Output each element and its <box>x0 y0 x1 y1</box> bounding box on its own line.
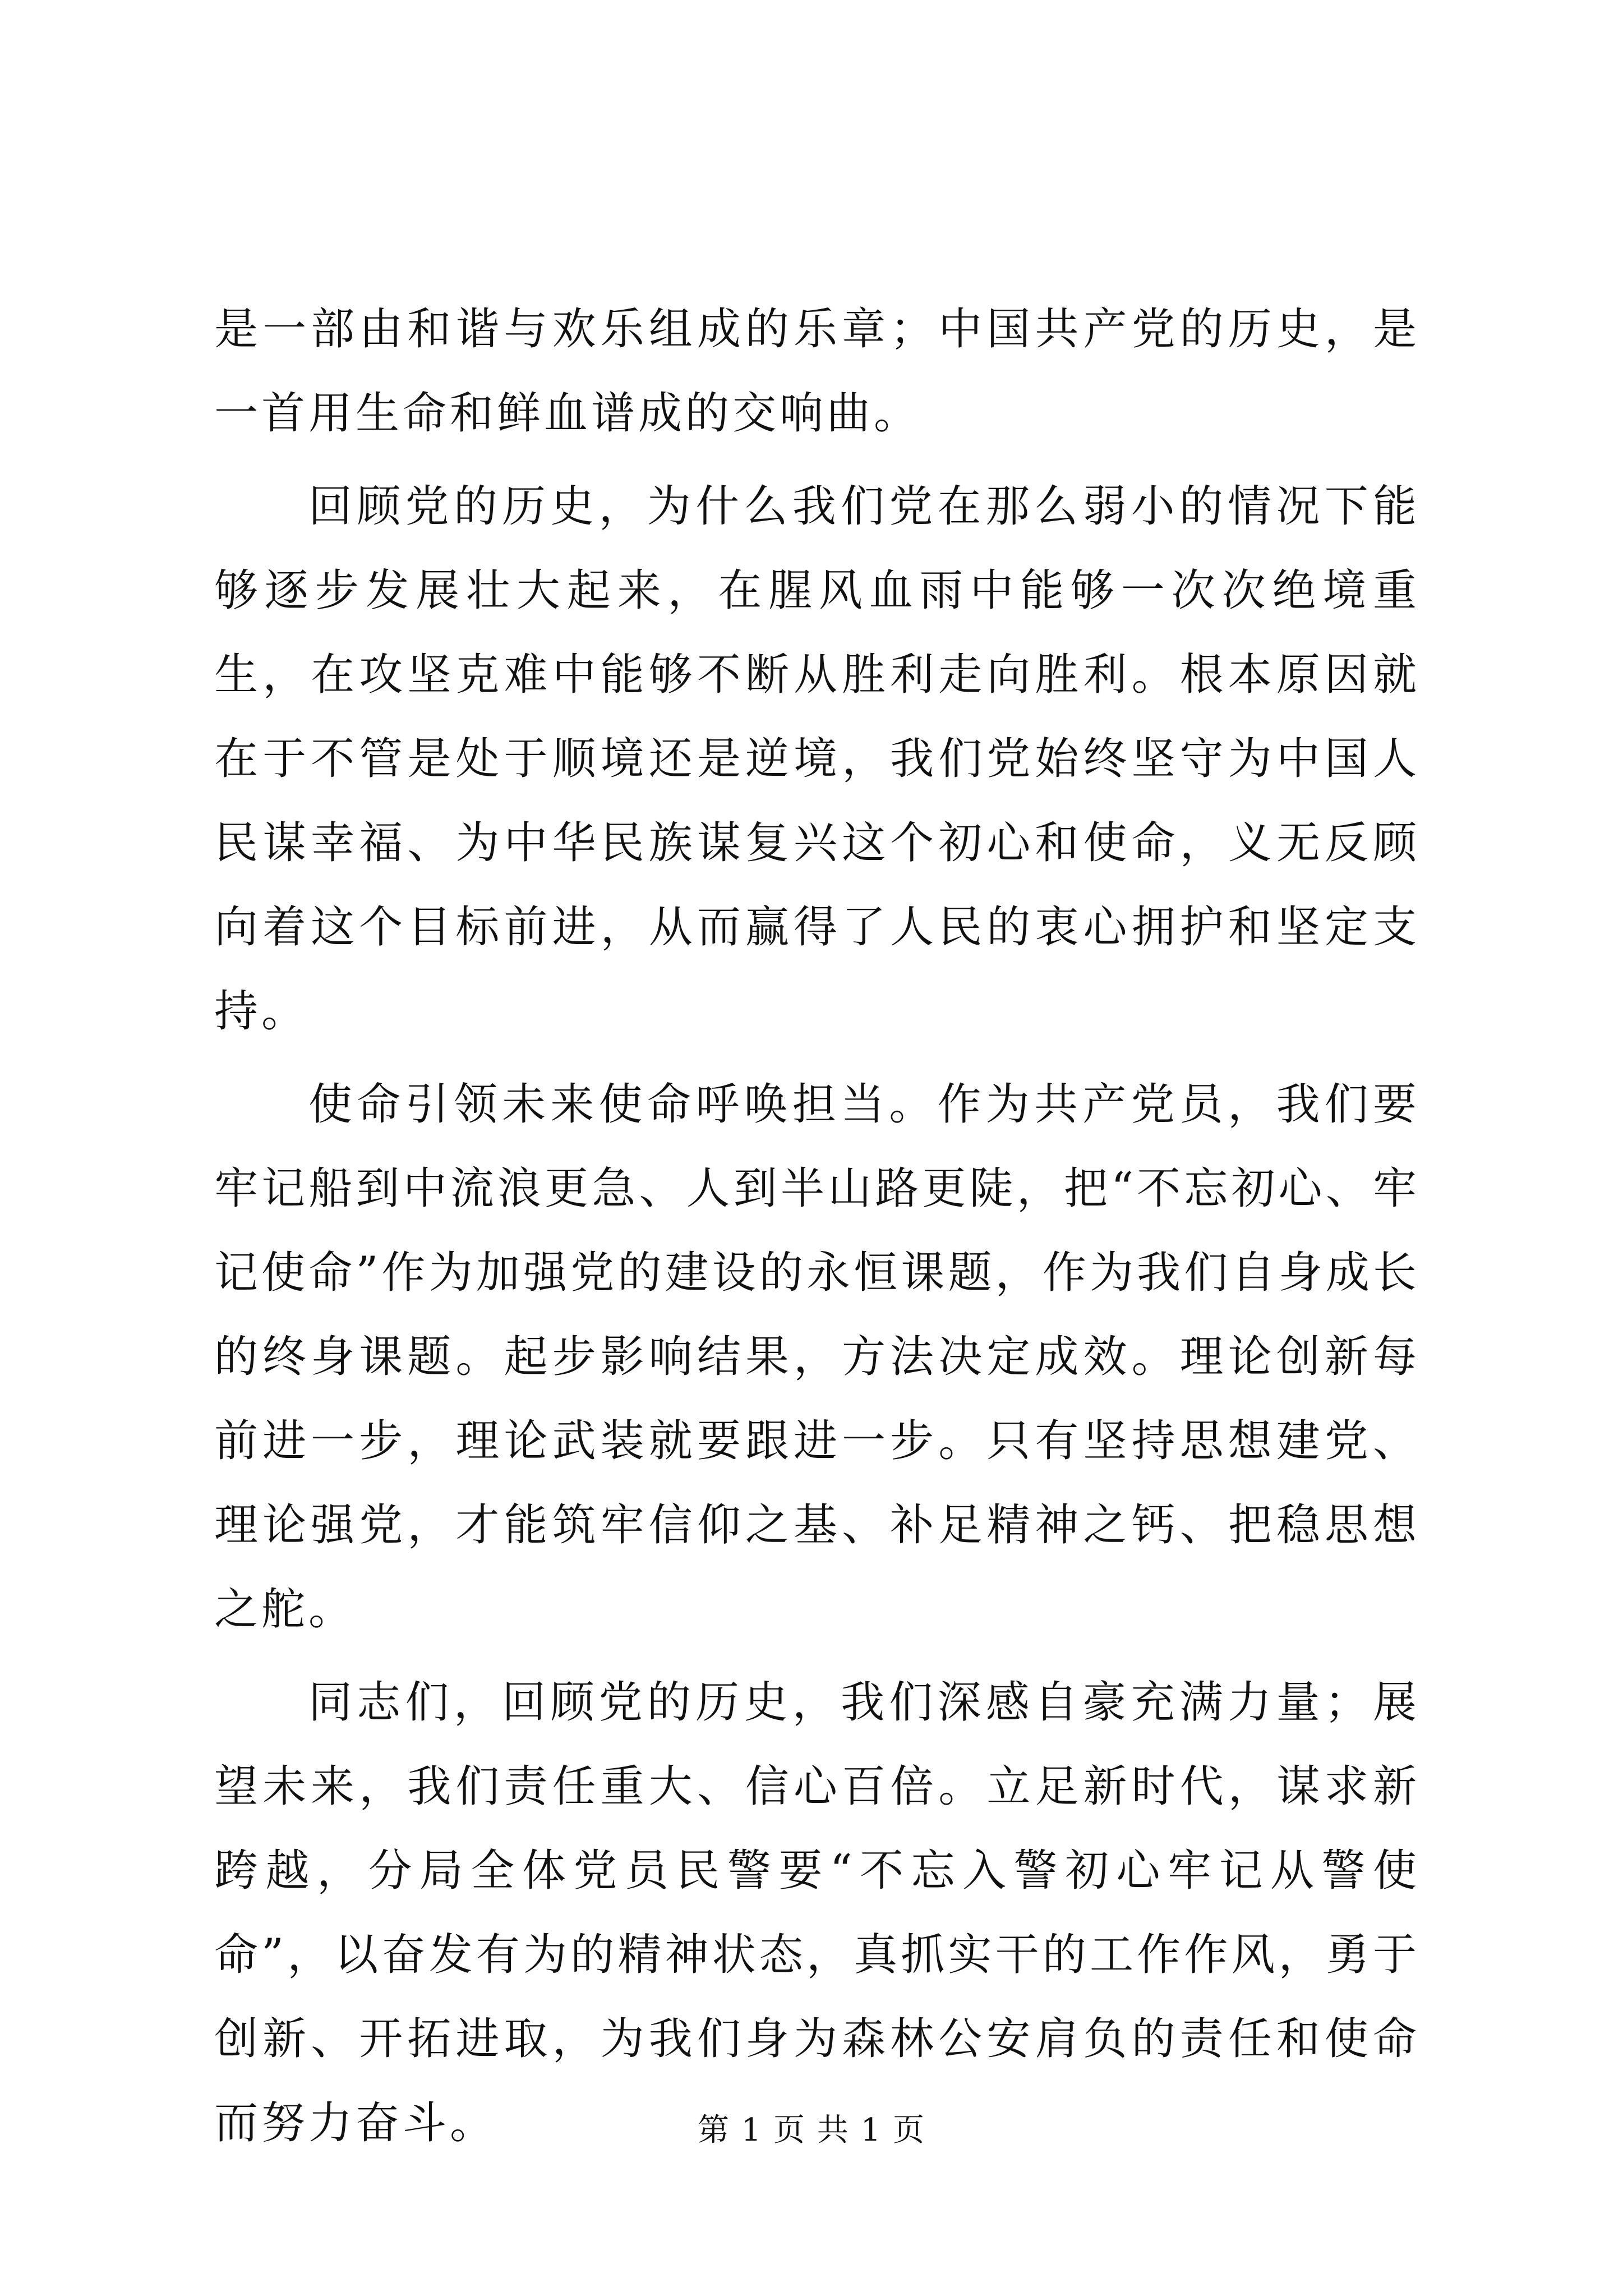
page-number-footer: 第 1 页 共 1 页 <box>697 2112 926 2148</box>
paragraph-closing: 同志们，回顾党的历史，我们深感自豪充满力量；展望未来，我们责任重大、信心百倍。立足新时代，谋求新跨越，分局全体党员民警要“不忘入警初心牢记从警使命”，以奋发有为的精神状态，真抓实干的工作作风，勇于创新、开拓进取，为我们身为森林公安肩负的责任和使命而努力奋斗。 <box>214 1677 1420 2148</box>
paragraph-party-history: 回顾党的历史，为什么我们党在那么弱小的情况下能够逐步发展壮大起来，在腥风血雨中能够一次次绝境重生，在攻坚克难中能够不断从胜利走向胜利。根本原因就在于不管是处于顺境还是逆境，我们党始终坚守为中国人民谋幸福、为中华民族谋复兴这个初心和使命，义无反顾向着这个目标前进，从而赢得了人民的衷心拥护和坚定支持。 <box>214 481 1420 1037</box>
paragraph-continuation: 是一部由和谐与欢乐组成的乐章；中国共产党的历史，是一首用生命和鲜血谱成的交响曲。 <box>214 304 1420 439</box>
document-body <box>214 287 1420 2165</box>
paragraph-mission: 使命引领未来使命呼唤担当。作为共产党员，我们要牢记船到中流浪更急、人到半山路更陡，把“不忘初心、牢记使命”作为加强党的建设的永恒课题，作为我们自身成长的终身课题。起步影响结果，方法决定成效。理论创新每前进一步，理论武装就要跟进一步。只有坚持思想建党、理论强党，才能筑牢信仰之基、补足精神之钙、把稳思想之舵。 <box>214 1079 1420 1635</box>
